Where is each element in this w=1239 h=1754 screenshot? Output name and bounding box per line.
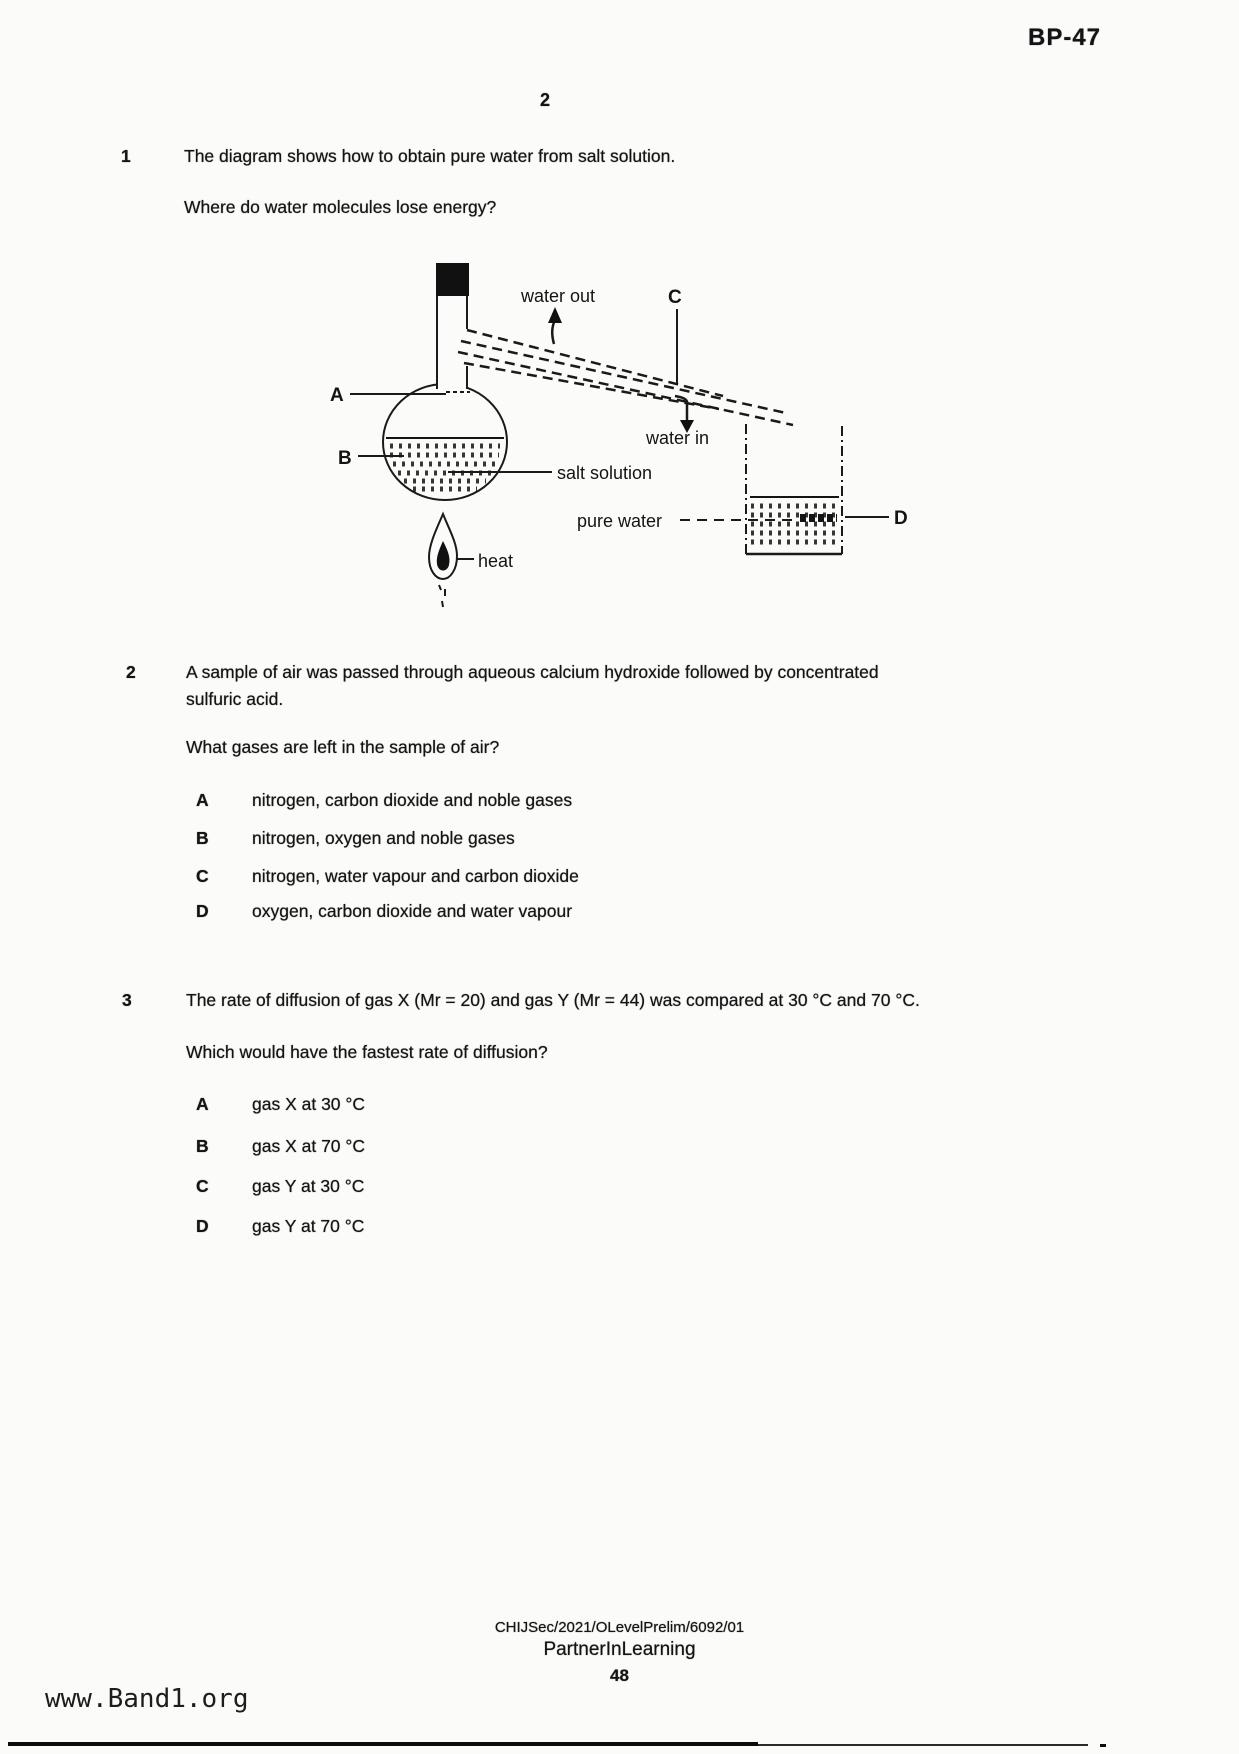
question-number: 1: [121, 146, 131, 166]
footer-partner: PartnerInLearning: [543, 1639, 696, 1660]
option-text: gas Y at 70 °C: [252, 1216, 365, 1236]
bunsen-flame: [429, 514, 457, 607]
condenser-tube: [458, 330, 793, 425]
question-prompt: Where do water molecules lose energy?: [184, 197, 497, 217]
footer-page-number: 48: [610, 1666, 629, 1685]
label-c: C: [668, 287, 682, 308]
option-letter: B: [196, 1136, 209, 1156]
flask-bulb: [383, 384, 507, 500]
water-in-label: water in: [646, 428, 710, 448]
option-row-a: [196, 1094, 365, 1115]
option-row-d: [196, 1216, 364, 1237]
label-b: B: [338, 448, 352, 469]
page-number: 2: [540, 90, 551, 110]
question-prompt: Which would have the fastest rate of diffusion?: [186, 1042, 548, 1062]
question-text-line1: A sample of air was passed through aqueous calcium hydroxide followed by concentrated: [186, 662, 879, 682]
flask-stopper: [436, 263, 469, 296]
pure-water-liquid: [750, 497, 839, 542]
label-d: D: [894, 508, 908, 529]
option-text: nitrogen, carbon dioxide and noble gases: [252, 790, 573, 810]
bottom-rule-thick: [8, 1742, 758, 1746]
paper-code: BP-47: [1028, 24, 1102, 51]
question-prompt: What gases are left in the sample of air?: [186, 737, 500, 757]
label-a: A: [330, 385, 344, 406]
option-letter: D: [196, 1216, 209, 1236]
option-row-b: [196, 1136, 365, 1157]
option-letter: A: [196, 1094, 209, 1114]
option-row-a: [196, 790, 572, 811]
option-letter: A: [196, 790, 209, 810]
bottom-rule-dot: [1100, 1744, 1106, 1747]
question-number: 2: [126, 662, 136, 682]
option-text: gas X at 70 °C: [252, 1136, 366, 1156]
option-letter: C: [196, 866, 209, 886]
question-text: The rate of diffusion of gas X (Mr = 20) and gas Y (Mr = 44) was compared at 30 °C and 70 °C.: [186, 990, 920, 1010]
heat-label: heat: [478, 551, 514, 571]
option-text: gas Y at 30 °C: [252, 1176, 365, 1196]
watermark-url: www.Band1.org: [45, 1684, 249, 1714]
distillation-diagram: [280, 252, 940, 612]
option-text: nitrogen, oxygen and noble gases: [252, 828, 515, 848]
question-number: 3: [122, 990, 132, 1010]
option-text: oxygen, carbon dioxide and water vapour: [252, 901, 573, 921]
option-row-d: [196, 901, 572, 922]
footer-paper-code: CHIJSec/2021/OLevelPrelim/6092/01: [494, 1619, 745, 1636]
question-text: The diagram shows how to obtain pure water from salt solution.: [184, 146, 676, 166]
option-letter: D: [196, 901, 209, 921]
bottom-rule-thin: [758, 1744, 1088, 1746]
flask-neck-opening: [438, 296, 466, 390]
question-text-line2: sulfuric acid.: [186, 689, 284, 709]
water-out-arrow: [548, 307, 562, 344]
salt-solution-label: salt solution: [557, 463, 653, 483]
option-text: nitrogen, water vapour and carbon dioxide: [252, 866, 579, 886]
option-row-c: [196, 1176, 364, 1197]
option-row-c: [196, 866, 579, 887]
pure-water-label: pure water: [577, 511, 663, 531]
option-row-b: [196, 828, 515, 849]
option-letter: B: [196, 828, 209, 848]
water-out-label: water out: [521, 286, 596, 306]
option-letter: C: [196, 1176, 209, 1196]
option-text: gas X at 30 °C: [252, 1094, 366, 1114]
